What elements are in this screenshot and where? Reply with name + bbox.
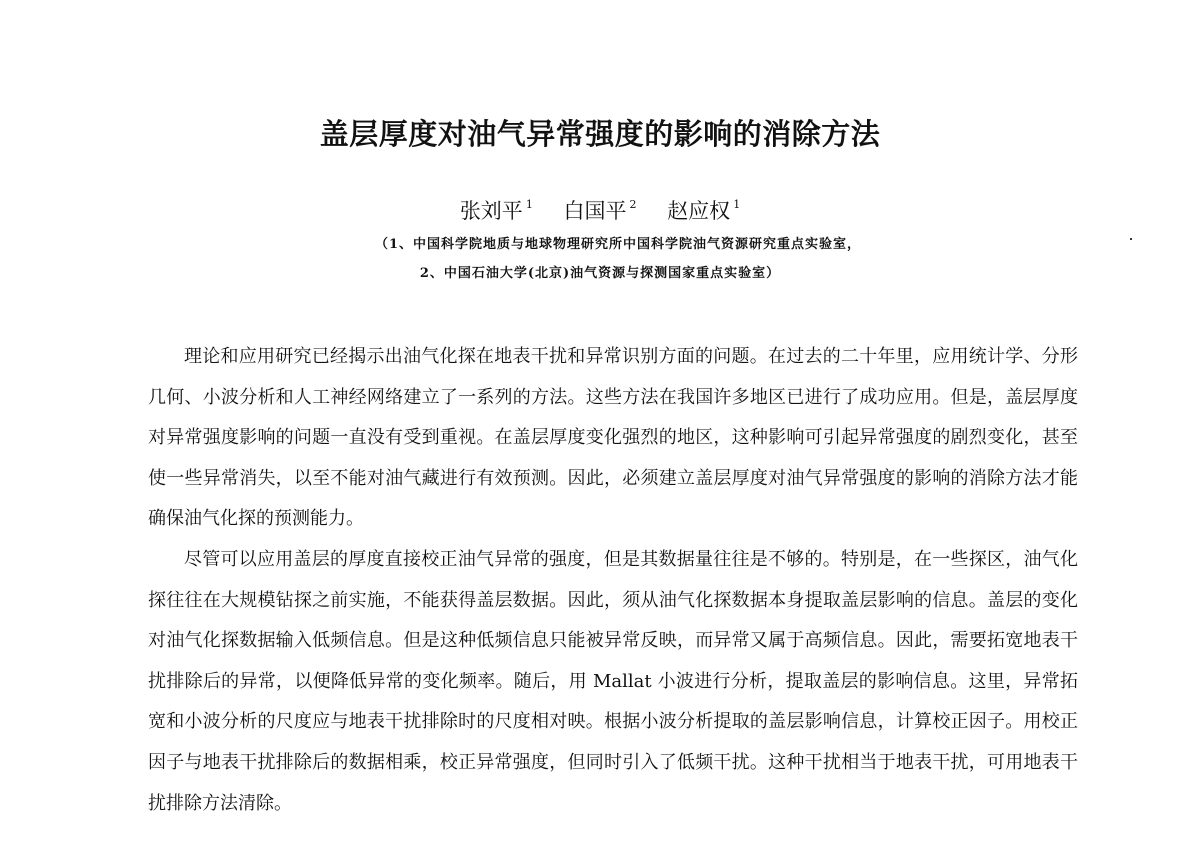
author-name: 张刘平 <box>459 199 523 223</box>
body-paragraph: 理论和应用研究已经揭示出油气化探在地表干扰和异常识别方面的问题。在过去的二十年里，应用统计学、分形几何、小波分析和人工神经网络建立了一系列的方法。这些方法在我国许多地区已进行了成功应用。但是，盖层厚度对异常强度影响的问题一直没有受到重视。在盖层厚度变化强烈的地区，这种影响可引起异常强度的剧烈变化，甚至使一些异常消失，以至不能对油气藏进行有效预测。因此，必须建立盖层厚度对油气异常强度的影响的消除方法才能确保油气化探的预测能力。 <box>148 346 1078 530</box>
author <box>460 190 533 226</box>
affiliation-line: （1、中国科学院地质与地球物理研究所中国科学院油气资源研究重点实验室， <box>374 237 862 252</box>
author-list <box>0 190 1200 226</box>
affiliation-mark: 1 <box>733 198 741 211</box>
author <box>564 190 637 226</box>
author-name: 白国平 <box>563 199 627 223</box>
affiliation-mark: 2 <box>629 198 637 211</box>
body-paragraph: 尽管可以应用盖层的厚度直接校正油气异常的强度，但是其数据量往往是不够的。特别是，在一些探区，油气化探往往在大规模钻探之前实施，不能获得盖层数据。因此，须从油气化探数据本身提取盖层影响的信息。盖层的变化对油气化探数据输入低频信息。但是这种低频信息只能被异常反映，而异常又属于高频信息。因此，需要拓宽地表干扰排除后的异常，以便降低异常的变化频率。随后，用 Mallat 小波进行分析，提取盖层的影响信息。这里，异常拓宽和小波分析的尺度应与地表干扰排除时的尺度相对映。根据小波分析提取的盖层影响信息，计算校正因子。用校正因子与地表干扰排除后的数据相乘，校正异常强度，但同时引入了低频干扰。这种干扰相当于地表干扰，可用地表干扰排除方法清除。 <box>148 548 1078 814</box>
affiliation-line: 2、中国石油大学(北京)油气资源与探测国家重点实验室） <box>419 266 781 281</box>
scan-speck <box>1130 238 1132 240</box>
paper-title: 盖层厚度对油气异常强度的影响的消除方法 <box>319 117 881 151</box>
abstract-body <box>148 337 1078 824</box>
author <box>667 190 740 226</box>
author-name: 赵应权 <box>667 199 731 223</box>
affiliation-mark: 1 <box>525 198 533 211</box>
